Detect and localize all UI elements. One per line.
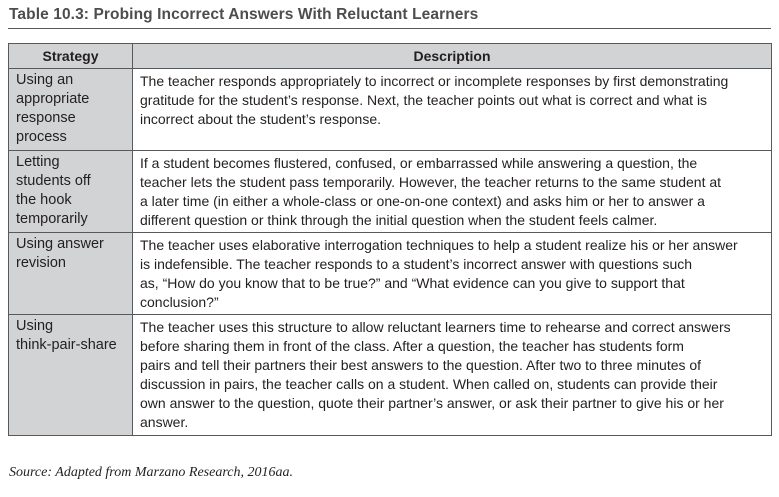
strategy-line: process	[16, 129, 67, 145]
strategy-line: think-pair-share	[16, 337, 117, 353]
description-line: discussion in pairs, the teacher calls on a student. When called on, students can provide their	[140, 376, 718, 392]
strategy-line: temporarily	[16, 211, 88, 227]
table-header-row	[9, 44, 772, 69]
strategy-cell	[9, 151, 133, 233]
table-row	[9, 233, 772, 315]
description-line: pairs and tell their partners their best answers to the question. After two to three minutes of	[140, 357, 702, 373]
strategy-cell	[9, 233, 133, 315]
header-description: Description	[133, 44, 772, 69]
strategy-line: Using an	[16, 72, 74, 88]
strategy-line: Using answer	[16, 236, 104, 252]
description-line: as, “How do you know that to be true?” and “What evidence can you give to support that	[140, 275, 685, 291]
strategy-cell	[9, 69, 133, 151]
description-line: teacher lets the student pass temporarily. However, the teacher returns to the same student at	[140, 174, 722, 190]
table-row	[9, 315, 772, 436]
description-cell	[133, 315, 772, 436]
description-line: gratitude for the student’s response. Next, the teacher points out what is correct and what is	[140, 92, 708, 108]
strategy-line: response	[16, 110, 76, 126]
strategy-line: Letting	[16, 154, 60, 170]
table-row	[9, 151, 772, 233]
header-strategy: Strategy	[9, 44, 133, 69]
description-line: before sharing them in front of the class. After a question, the teacher has students form	[140, 338, 684, 354]
description-line: The teacher uses elaborative interrogation techniques to help a student realize his or her answer	[140, 237, 738, 253]
table-row	[9, 69, 772, 151]
title-divider	[8, 28, 771, 29]
strategy-line: revision	[16, 255, 66, 271]
source-note: Source: Adapted from Marzano Research, 2016aa.	[9, 465, 293, 480]
description-line: is indefensible. The teacher responds to a student’s incorrect answer with questions such	[140, 256, 693, 272]
description-line: incorrect about the student’s response.	[140, 111, 382, 127]
description-line: If a student becomes flustered, confused, or embarrassed while answering a question, the	[140, 155, 698, 171]
description-line: a later time (in either a whole-class or one-on-one context) and asks him or her to answer a	[140, 193, 705, 209]
strategy-table	[8, 43, 772, 436]
description-cell	[133, 69, 772, 151]
description-cell	[133, 233, 772, 315]
description-line: answer.	[140, 414, 189, 430]
strategy-line: appropriate	[16, 91, 90, 107]
description-line: The teacher responds appropriately to incorrect or incomplete responses by first demonstrating	[140, 73, 729, 89]
description-cell	[133, 151, 772, 233]
description-line: own answer to the question, quote their partner’s answer, or ask their partner to give his or her	[140, 395, 724, 411]
description-line: conclusion?”	[140, 294, 219, 310]
strategy-cell	[9, 315, 133, 436]
strategy-line: students off	[16, 173, 91, 189]
description-line: The teacher uses this structure to allow reluctant learners time to rehearse and correct answers	[140, 319, 731, 335]
strategy-line: the hook	[16, 192, 72, 208]
description-line: different question or think through the initial question when the student feels calmer.	[140, 212, 658, 228]
strategy-line: Using	[16, 318, 54, 334]
table-title: Table 10.3: Probing Incorrect Answers With Reluctant Learners	[9, 6, 479, 23]
